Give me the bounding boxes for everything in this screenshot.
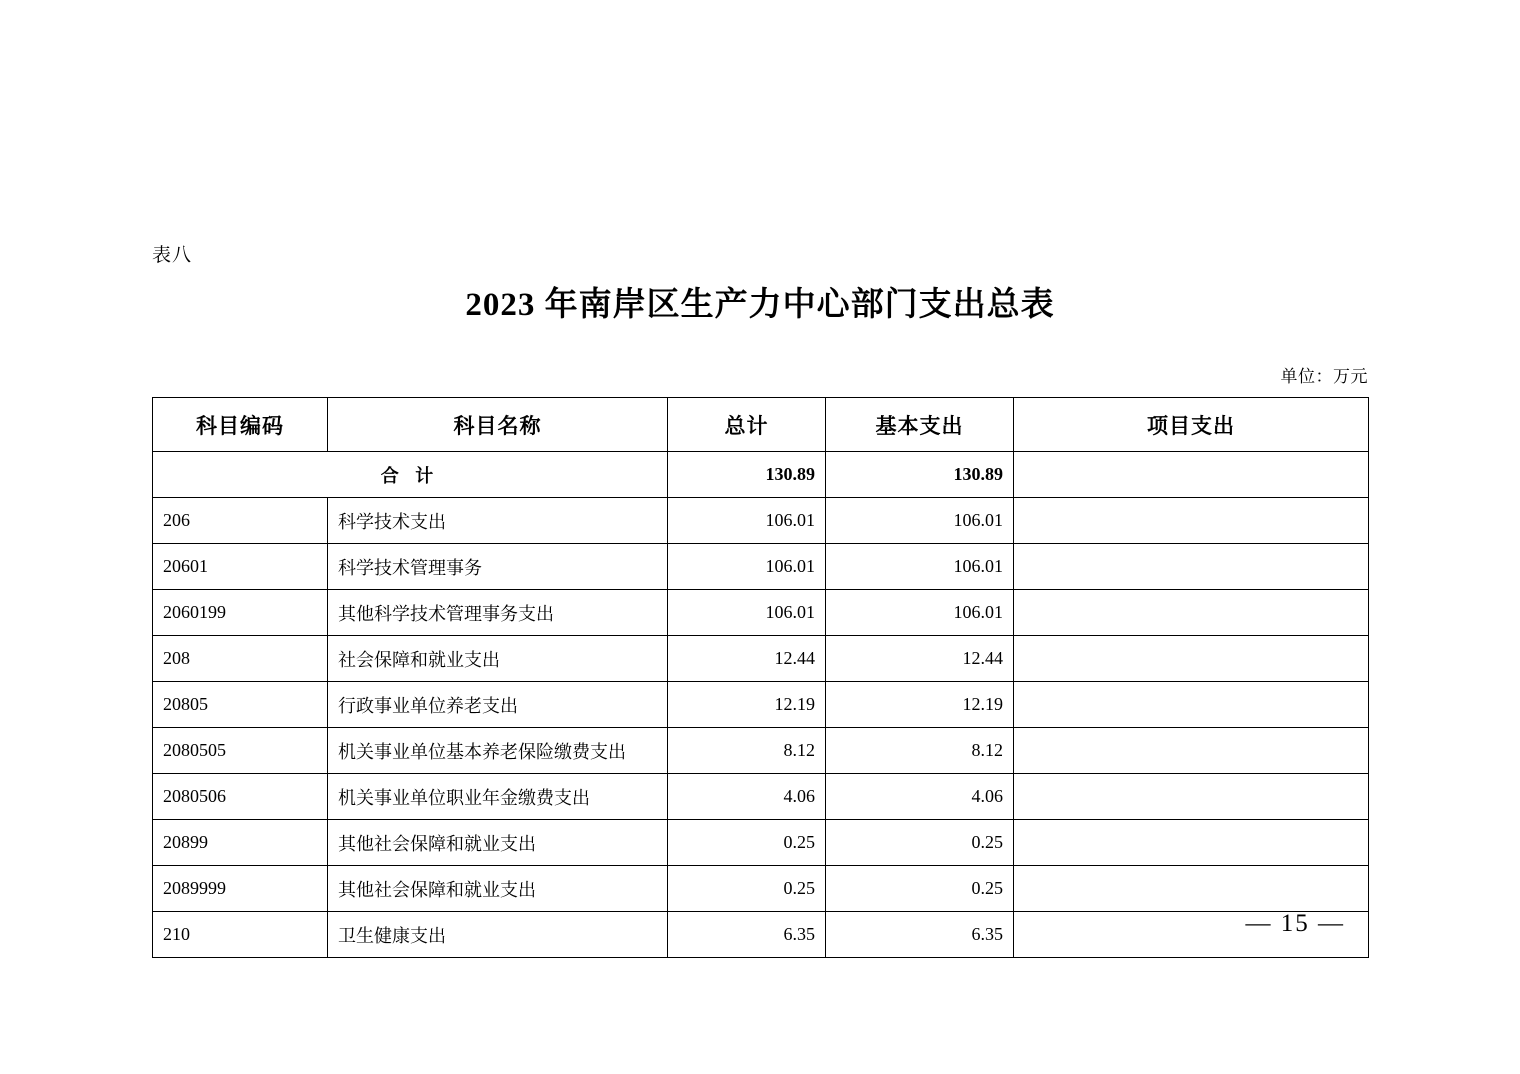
row-project <box>1014 452 1369 498</box>
row-code: 208 <box>153 636 328 682</box>
table-row <box>153 728 1369 774</box>
table-row <box>153 774 1369 820</box>
row-code: 2060199 <box>153 590 328 636</box>
table-row <box>153 544 1369 590</box>
table-row <box>153 590 1369 636</box>
row-name: 其他社会保障和就业支出 <box>328 866 668 912</box>
expenditure-table <box>152 397 1369 958</box>
row-basic: 106.01 <box>826 590 1014 636</box>
row-total: 8.12 <box>668 728 826 774</box>
row-name: 机关事业单位职业年金缴费支出 <box>328 774 668 820</box>
row-name: 机关事业单位基本养老保险缴费支出 <box>328 728 668 774</box>
row-basic: 12.44 <box>826 636 1014 682</box>
row-basic: 0.25 <box>826 820 1014 866</box>
row-basic: 0.25 <box>826 866 1014 912</box>
row-basic: 130.89 <box>826 452 1014 498</box>
row-project <box>1014 866 1369 912</box>
table-row <box>153 498 1369 544</box>
column-header-basic: 基本支出 <box>826 398 1014 452</box>
row-name: 合 计 <box>153 452 668 498</box>
row-basic: 106.01 <box>826 498 1014 544</box>
table-row <box>153 820 1369 866</box>
row-code: 20601 <box>153 544 328 590</box>
row-project <box>1014 774 1369 820</box>
row-project <box>1014 682 1369 728</box>
unit-note: 单位：万元 <box>1280 367 1368 386</box>
row-total: 12.19 <box>668 682 826 728</box>
row-name: 其他社会保障和就业支出 <box>328 820 668 866</box>
table-row <box>153 912 1369 958</box>
row-project <box>1014 590 1369 636</box>
row-code: 20805 <box>153 682 328 728</box>
column-header-total: 总计 <box>668 398 826 452</box>
row-name: 社会保障和就业支出 <box>328 636 668 682</box>
page-number: — 15 — <box>1245 910 1345 937</box>
row-code: 2089999 <box>153 866 328 912</box>
row-total: 106.01 <box>668 544 826 590</box>
row-basic: 6.35 <box>826 912 1014 958</box>
row-project <box>1014 636 1369 682</box>
row-total: 0.25 <box>668 820 826 866</box>
table-row <box>153 866 1369 912</box>
table-header <box>153 398 1369 452</box>
table-row <box>153 452 1369 498</box>
row-basic: 12.19 <box>826 682 1014 728</box>
table-row <box>153 682 1369 728</box>
row-project <box>1014 544 1369 590</box>
row-code: 2080506 <box>153 774 328 820</box>
row-total: 6.35 <box>668 912 826 958</box>
row-project <box>1014 728 1369 774</box>
table-label: 表八 <box>152 245 193 266</box>
row-code: 20899 <box>153 820 328 866</box>
column-header-project: 项目支出 <box>1014 398 1369 452</box>
table-body <box>153 452 1369 958</box>
row-code: 206 <box>153 498 328 544</box>
row-name: 行政事业单位养老支出 <box>328 682 668 728</box>
row-code: 210 <box>153 912 328 958</box>
row-total: 106.01 <box>668 498 826 544</box>
row-name: 其他科学技术管理事务支出 <box>328 590 668 636</box>
row-project <box>1014 498 1369 544</box>
row-project <box>1014 820 1369 866</box>
row-total: 130.89 <box>668 452 826 498</box>
table-header-row <box>153 398 1369 452</box>
row-code: 2080505 <box>153 728 328 774</box>
row-name: 科学技术管理事务 <box>328 544 668 590</box>
page-title: 2023 年南岸区生产力中心部门支出总表 <box>465 287 1055 323</box>
column-header-code: 科目编码 <box>153 398 328 452</box>
table-row <box>153 636 1369 682</box>
row-total: 0.25 <box>668 866 826 912</box>
row-basic: 4.06 <box>826 774 1014 820</box>
row-name: 卫生健康支出 <box>328 912 668 958</box>
row-total: 4.06 <box>668 774 826 820</box>
row-total: 106.01 <box>668 590 826 636</box>
row-name: 科学技术支出 <box>328 498 668 544</box>
column-header-name: 科目名称 <box>328 398 668 452</box>
row-basic: 106.01 <box>826 544 1014 590</box>
row-basic: 8.12 <box>826 728 1014 774</box>
row-total: 12.44 <box>668 636 826 682</box>
